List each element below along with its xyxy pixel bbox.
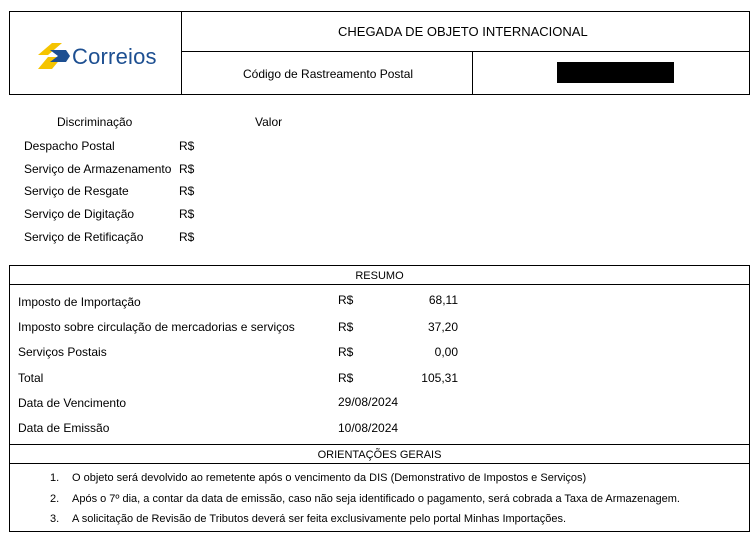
orient-item-text: A solicitação de Revisão de Tributos deverá ser feita exclusivamente pelo portal Minhas Importações. — [72, 513, 567, 525]
disc-item-label: Serviço de Armazenamento — [24, 162, 172, 176]
resumo-row-currency: R$ — [338, 371, 354, 385]
frame-right-bottom — [749, 265, 750, 532]
frame-left-top — [9, 11, 10, 95]
orient-item-num: 1. — [50, 472, 60, 484]
disc-item-currency: R$ — [179, 139, 195, 153]
orient-item-text: O objeto será devolvido ao remetente após o vencimento da DIS (Demonstrativo de Impostos e Serviços) — [72, 472, 587, 484]
resumo-row-label: Imposto de Importação — [18, 295, 141, 309]
resumo-title: RESUMO — [355, 270, 404, 282]
col-discriminacao: Discriminação — [57, 115, 133, 129]
frame-bottom — [9, 531, 750, 532]
tracking-code-redaction — [557, 62, 674, 83]
disc-item-currency: R$ — [179, 207, 195, 221]
page-title: CHEGADA DE OBJETO INTERNACIONAL — [338, 24, 588, 39]
disc-item-currency: R$ — [179, 184, 195, 198]
resumo-row-value: 68,11 — [428, 293, 458, 307]
resumo-row-currency: R$ — [338, 345, 354, 359]
resumo-row-label: Imposto sobre circulação de mercadorias e serviços — [18, 320, 295, 334]
orient-title-bottom — [9, 463, 750, 464]
resumo-row-label: Serviços Postais — [18, 345, 107, 359]
frame-top — [9, 11, 750, 12]
resumo-row-value: 105,31 — [421, 371, 458, 385]
disc-item-label: Serviço de Retificação — [24, 230, 144, 244]
tracking-label: Código de Rastreamento Postal — [243, 67, 414, 81]
resumo-row-label: Total — [18, 371, 44, 385]
resumo-title-bottom — [9, 284, 750, 285]
resumo-row-label: Data de Vencimento — [18, 396, 127, 410]
resumo-row-value: 0,00 — [434, 345, 458, 359]
orient-title: ORIENTAÇÕES GERAIS — [317, 449, 442, 461]
header-bottom — [9, 94, 750, 95]
resumo-row-currency: R$ — [338, 320, 354, 334]
header-divider — [181, 51, 750, 52]
resumo-top — [9, 265, 750, 266]
disc-item-currency: R$ — [179, 230, 195, 244]
orient-top — [9, 444, 750, 445]
tracking-divider — [472, 51, 473, 95]
col-valor: Valor — [255, 115, 283, 129]
orient-item-text: Após o 7º dia, a contar da data de emissão, caso não seja identificado o pagamento, será cobrada a Taxa de Armazenagem. — [72, 493, 680, 505]
resumo-row-date: 10/08/2024 — [338, 421, 399, 435]
resumo-row-value: 37,20 — [427, 320, 458, 334]
disc-item-label: Serviço de Digitação — [24, 207, 135, 221]
frame-right-top — [749, 11, 750, 95]
resumo-row-currency: R$ — [338, 293, 354, 307]
resumo-row-date: 29/08/2024 — [338, 395, 399, 409]
correios-logo-icon — [36, 41, 72, 71]
orient-item-num: 3. — [50, 513, 60, 525]
orient-item-num: 2. — [50, 493, 60, 505]
frame-left-bottom — [9, 265, 10, 532]
disc-item-currency: R$ — [179, 162, 195, 176]
logo-divider — [181, 11, 182, 95]
logo-text: Correios — [72, 44, 157, 69]
resumo-row-label: Data de Emissão — [18, 421, 110, 435]
disc-item-label: Serviço de Resgate — [24, 184, 129, 198]
correios-logo — [36, 41, 160, 71]
disc-item-label: Despacho Postal — [24, 139, 115, 153]
